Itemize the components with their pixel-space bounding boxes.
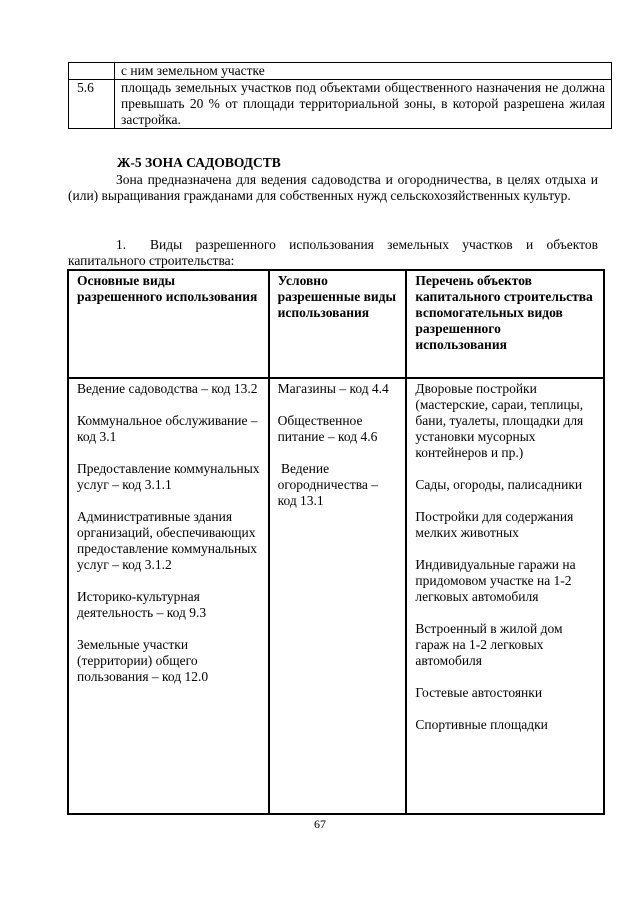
permitted-use-table bbox=[67, 269, 605, 815]
auxiliary-objects-cell bbox=[406, 378, 604, 814]
section-intro: Зона предназначена для ведения садоводства и огородничества, в целях отдыха и (или) выращивания гражданами для собственных нужд сельскохозяйственных культур. bbox=[68, 172, 598, 203]
main-use-item: Ведение садоводства – код 13.2 bbox=[77, 381, 258, 396]
table-header-row bbox=[68, 270, 604, 378]
list-item bbox=[68, 237, 598, 269]
main-use-item: Земельные участки (территории) общего пользования – код 12.0 bbox=[77, 637, 209, 684]
conditional-use-item: Общественное питание – код 4.6 bbox=[277, 413, 378, 444]
auxiliary-object-item: Гостевые автостоянки bbox=[415, 685, 543, 700]
main-use-item: Административные здания организаций, обеспечивающих предоставление коммунальных услуг – код 3.1.2 bbox=[77, 509, 258, 572]
row-text: с ним земельном участке bbox=[115, 63, 612, 80]
list-text: Виды разрешенного использования земельных участков и объектов капитального строительства: bbox=[68, 237, 598, 268]
main-use-item: Предоставление коммунальных услуг – код 3.1.1 bbox=[77, 461, 260, 492]
header-auxiliary-objects: Перечень объектов капитального строительства вспомогательных видов разрешенного использования bbox=[406, 270, 604, 378]
continuation-table bbox=[68, 62, 612, 129]
conditional-uses-cell bbox=[269, 378, 407, 814]
row-text: площадь земельных участков под объектами общественного назначения не должна превышать 20 % от площади территориальной зоны, в которой разрешена жилая застройка. bbox=[115, 80, 612, 129]
conditional-use-item: Ведение огородничества – код 13.1 bbox=[277, 461, 382, 508]
header-conditional-uses: Условно разрешенные виды использования bbox=[269, 270, 407, 378]
main-use-item: Историко-культурная деятельность – код 9.3 bbox=[77, 589, 207, 620]
header-main-uses: Основные виды разрешенного использования bbox=[68, 270, 269, 378]
table-row bbox=[69, 63, 612, 80]
page-number: 67 bbox=[314, 817, 326, 831]
auxiliary-object-item: Спортивные площадки bbox=[415, 717, 548, 732]
section-heading: Ж-5 ЗОНА САДОВОДСТВ bbox=[117, 155, 281, 170]
table-row bbox=[68, 378, 604, 814]
auxiliary-object-item: Дворовые постройки (мастерские, сараи, теплицы, бани, туалеты, площадки для установки мусорных контейнеров и пр.) bbox=[415, 381, 584, 460]
table-row bbox=[69, 80, 612, 129]
main-uses-cell bbox=[68, 378, 269, 814]
auxiliary-object-item: Встроенный в жилой дом гараж на 1-2 легковых автомобиля bbox=[415, 621, 563, 668]
list-number: 1. bbox=[116, 237, 127, 252]
auxiliary-object-item: Индивидуальные гаражи на придомовом участке на 1-2 легковых автомобиля bbox=[415, 557, 576, 604]
main-use-item: Коммунальное обслуживание – код 3.1 bbox=[77, 413, 258, 444]
auxiliary-object-item: Постройки для содержания мелких животных bbox=[415, 509, 574, 540]
row-number: 5.6 bbox=[69, 80, 115, 129]
row-number bbox=[69, 63, 115, 80]
conditional-use-item: Магазины – код 4.4 bbox=[277, 381, 389, 396]
auxiliary-object-item: Сады, огороды, палисадники bbox=[415, 477, 583, 492]
